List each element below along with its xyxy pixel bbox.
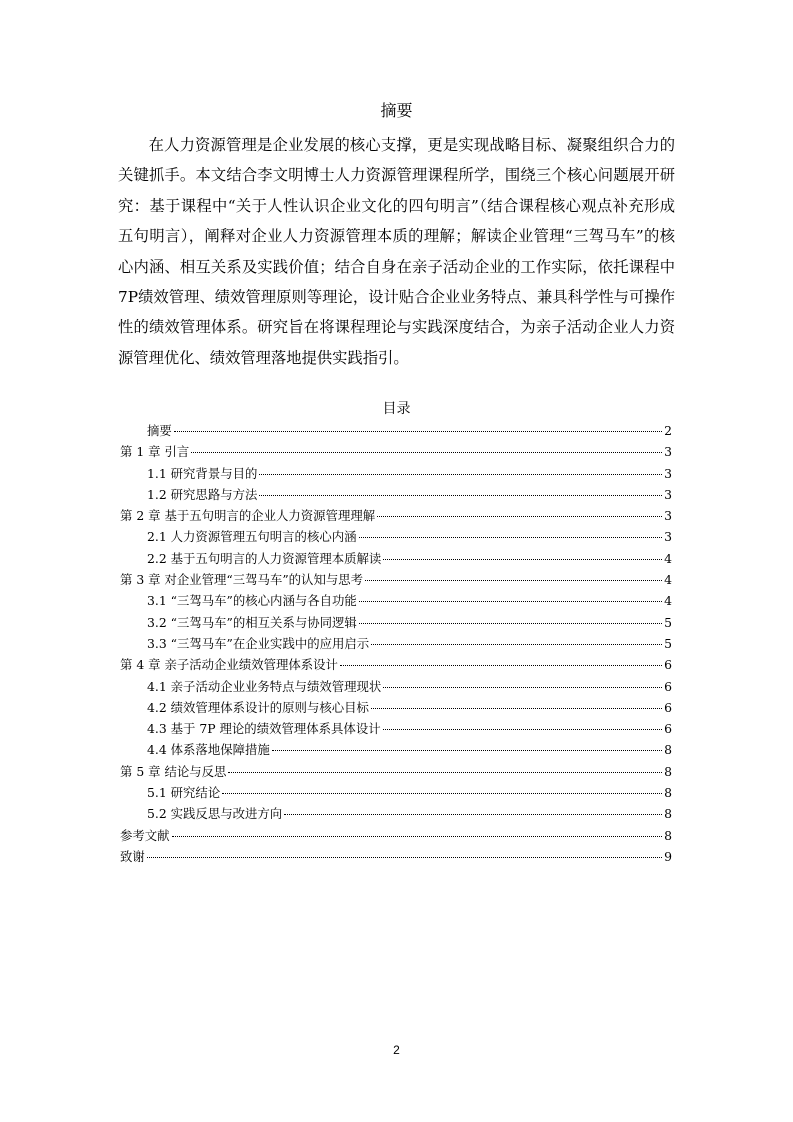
toc-entry-chapter-4[interactable] bbox=[120, 654, 672, 675]
toc-entry-page: 9 bbox=[664, 848, 672, 864]
toc-entry-page: 5 bbox=[664, 614, 672, 630]
toc-entry-label: 第 1 章 引言 bbox=[120, 444, 190, 460]
toc-entry-label: 1.2 研究思路与方法 bbox=[147, 486, 258, 502]
toc-entry-section-3-1[interactable] bbox=[120, 590, 672, 611]
toc-dot-leader bbox=[228, 772, 662, 773]
toc-entry-section-4-3[interactable] bbox=[120, 718, 672, 739]
toc-entry-label: 4.2 绩效管理体系设计的原则与核心目标 bbox=[147, 699, 369, 715]
toc-entry-page: 2 bbox=[664, 423, 672, 438]
toc-entry-page: 4 bbox=[664, 572, 672, 588]
toc-entry-label: 第 2 章 基于五句明言的企业人力资源管理理解 bbox=[120, 508, 376, 524]
toc-entry-section-4-4[interactable] bbox=[120, 739, 672, 760]
toc-entry-acknowledgements[interactable] bbox=[120, 846, 672, 867]
toc-dot-leader bbox=[259, 495, 662, 496]
toc-entry-label: 2.2 基于五句明言的人力资源管理本质解读 bbox=[147, 550, 382, 566]
toc-entry-section-3-3[interactable] bbox=[120, 633, 672, 654]
toc-entry-section-1-1[interactable] bbox=[120, 463, 672, 484]
toc-entry-section-2-1[interactable] bbox=[120, 526, 672, 547]
toc-entry-page: 3 bbox=[664, 444, 672, 460]
toc-dot-leader bbox=[359, 601, 662, 602]
toc-dot-leader bbox=[377, 516, 662, 517]
toc-entry-label: 4.3 基于 7P 理论的绩效管理体系具体设计 bbox=[147, 721, 381, 737]
toc-title: 目录 bbox=[382, 401, 411, 417]
toc-entry-section-2-2[interactable] bbox=[120, 548, 672, 569]
toc-entry-page: 8 bbox=[664, 785, 672, 801]
toc-entry-label: 致谢 bbox=[120, 848, 145, 864]
abstract-body: 在人力资源管理是企业发展的核心支撑，更是实现战略目标、凝聚组织合力的关键抓手。本文结合李文明博士人力资源管理课程所学，围绕三个核心问题展开研究：基于课程中“关于人性认识企业文化的四句明言”（结合课程核心观点补充形成五句明言），阐释对企业人力资源管理本质的理解；解读企业管理“三驾马车”的核心内涵、相互关系及实践价值；结合自身在亲子活动企业的工作实际，依托课程中7P绩效管理、绩效管理原则等理论，设计贴合企业业务特点、兼具科学性与可操作性的绩效管理体系。研究旨在将课程理论与实践深度结合，为亲子活动企业人力资源管理优化、绩效管理落地提供实践指引。 bbox=[118, 136, 675, 367]
toc-entry-label: 4.4 体系落地保障措施 bbox=[147, 742, 270, 758]
toc-dot-leader bbox=[383, 559, 662, 560]
toc-entry-label: 5.1 研究结论 bbox=[147, 785, 221, 801]
toc-dot-leader bbox=[147, 857, 662, 858]
toc-dot-leader bbox=[365, 580, 662, 581]
toc-entry-label: 第 4 章 亲子活动企业绩效管理体系设计 bbox=[120, 657, 338, 673]
abstract-title: 摘要 bbox=[380, 101, 413, 120]
toc-entry-label: 5.2 实践反思与改进方向 bbox=[147, 806, 283, 822]
toc-entry-label: 2.1 人力资源管理五句明言的核心内涵 bbox=[147, 529, 357, 545]
toc-dot-leader bbox=[191, 452, 662, 453]
toc-entry-page: 6 bbox=[664, 721, 672, 737]
toc-entry-chapter-5[interactable] bbox=[120, 761, 672, 782]
toc-entry-references[interactable] bbox=[120, 825, 672, 846]
toc-entry-label: 4.1 亲子活动企业业务特点与绩效管理现状 bbox=[147, 678, 382, 694]
toc-entry-label: 3.2 “三驾马车”的相互关系与协同逻辑 bbox=[147, 614, 357, 630]
toc-dot-leader bbox=[359, 623, 662, 624]
toc-entry-abstract[interactable] bbox=[120, 420, 672, 441]
toc-entry-page: 3 bbox=[664, 529, 672, 545]
toc-entry-section-4-2[interactable] bbox=[120, 697, 672, 718]
toc-dot-leader bbox=[222, 793, 662, 794]
toc-entry-chapter-2[interactable] bbox=[120, 505, 672, 526]
page-number: 2 bbox=[393, 1043, 400, 1057]
toc-entry-section-4-1[interactable] bbox=[120, 676, 672, 697]
toc-entry-label: 第 3 章 对企业管理“三驾马车”的认知与思考 bbox=[120, 572, 364, 588]
toc-dot-leader bbox=[340, 665, 662, 666]
toc-dot-leader bbox=[383, 729, 663, 730]
toc-entry-label: 3.1 “三驾马车”的核心内涵与各自功能 bbox=[147, 593, 357, 609]
toc-dot-leader bbox=[371, 644, 662, 645]
toc-dot-leader bbox=[174, 431, 662, 432]
toc-entry-page: 8 bbox=[664, 827, 672, 843]
table-of-contents bbox=[120, 420, 672, 867]
toc-entry-page: 4 bbox=[664, 593, 672, 609]
toc-entry-page: 6 bbox=[664, 678, 672, 694]
toc-dot-leader bbox=[383, 687, 662, 688]
toc-entry-chapter-1[interactable] bbox=[120, 441, 672, 462]
toc-entry-page: 6 bbox=[664, 657, 672, 673]
toc-entry-page: 4 bbox=[664, 550, 672, 566]
toc-entry-page: 5 bbox=[664, 635, 672, 651]
toc-entry-label: 参考文献 bbox=[120, 827, 170, 843]
toc-entry-page: 3 bbox=[664, 486, 672, 502]
toc-entry-page: 8 bbox=[664, 763, 672, 779]
toc-entry-section-3-2[interactable] bbox=[120, 612, 672, 633]
toc-entry-section-1-2[interactable] bbox=[120, 484, 672, 505]
toc-entry-section-5-1[interactable] bbox=[120, 782, 672, 803]
toc-dot-leader bbox=[172, 836, 663, 837]
toc-dot-leader bbox=[359, 537, 663, 538]
toc-entry-label: 3.3 “三驾马车”在企业实践中的应用启示 bbox=[147, 635, 370, 651]
toc-dot-leader bbox=[284, 814, 662, 815]
toc-entry-page: 6 bbox=[664, 699, 672, 715]
toc-dot-leader bbox=[259, 474, 662, 475]
toc-entry-page: 8 bbox=[664, 806, 672, 822]
toc-entry-label: 第 5 章 结论与反思 bbox=[120, 763, 227, 779]
toc-entry-label: 1.1 研究背景与目的 bbox=[147, 465, 258, 481]
toc-dot-leader bbox=[371, 708, 662, 709]
toc-entry-label: 摘要 bbox=[147, 423, 172, 438]
toc-entry-page: 3 bbox=[664, 465, 672, 481]
toc-entry-page: 8 bbox=[664, 742, 672, 758]
toc-entry-section-5-2[interactable] bbox=[120, 803, 672, 824]
toc-entry-page: 3 bbox=[664, 508, 672, 524]
toc-entry-chapter-3[interactable] bbox=[120, 569, 672, 590]
toc-dot-leader bbox=[272, 750, 662, 751]
